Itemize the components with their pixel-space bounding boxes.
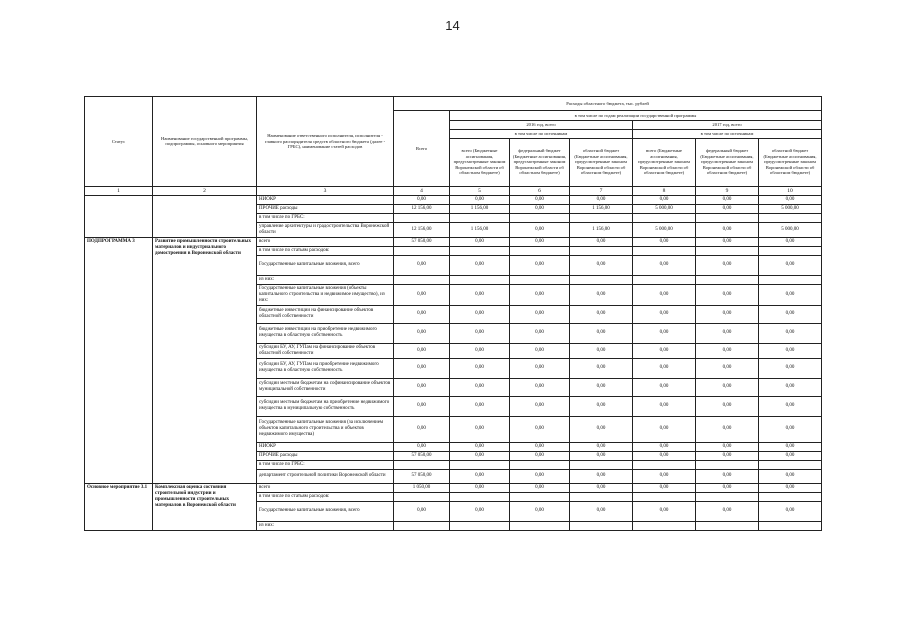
row-value-cell: 0,00 — [450, 323, 510, 343]
row-status-cell — [85, 195, 153, 237]
row-value-cell — [570, 521, 633, 530]
row-expense-label: бюджетные инвестиции на финансирование объектов областной собственности — [257, 305, 394, 323]
row-value-cell — [450, 460, 510, 469]
row-value-cell: 0,00 — [633, 237, 696, 246]
row-value-cell: 0,00 — [570, 237, 633, 246]
row-value-cell — [696, 275, 759, 284]
row-value-cell: 0,00 — [633, 378, 696, 396]
row-expense-label: субсидии БУ, АУ, ГУПам на приобретение недвижимого имущества в областную собственность — [257, 358, 394, 378]
row-expense-label: в том числе по статьям расходов: — [257, 492, 394, 501]
row-value-cell: 0,00 — [696, 323, 759, 343]
row-program-name-cell: Комплексная оценка состояния строительной индустрии и промышленности строительных материалов в Воронежской области — [153, 483, 257, 530]
row-value-cell: 0,00 — [696, 237, 759, 246]
row-value-cell — [633, 521, 696, 530]
row-value-cell: 0,00 — [510, 204, 570, 213]
row-expense-label: ПРОЧИЕ расходы — [257, 451, 394, 460]
row-value-cell: 1 050,00 — [394, 483, 450, 492]
header-program-name: Наименование государственной программы, подпрограммы, основного мероприятия — [153, 97, 257, 187]
row-value-cell: 0,00 — [696, 284, 759, 305]
row-value-cell: 0,00 — [510, 222, 570, 237]
row-value-cell: 0,00 — [570, 416, 633, 442]
row-value-cell: 0,00 — [450, 358, 510, 378]
row-value-cell: 0,00 — [570, 501, 633, 521]
row-value-cell: 0,00 — [570, 255, 633, 275]
row-value-cell: 57 050,00 — [394, 451, 450, 460]
row-value-cell — [510, 275, 570, 284]
row-value-cell: 0,00 — [450, 396, 510, 416]
row-value-cell: 0,00 — [570, 358, 633, 378]
row-expense-label: в том числе по статьям расходов: — [257, 246, 394, 255]
header-responsible: Наименование ответственного исполнителя, исполнителя - главного распорядителя средств областного бюджета (далее - ГРБС), наименование статей расходов — [257, 97, 394, 187]
row-value-cell: 0,00 — [759, 501, 822, 521]
row-value-cell: 0,00 — [570, 195, 633, 204]
row-expense-label: в том числе по ГРБС: — [257, 213, 394, 222]
row-value-cell: 0,00 — [696, 469, 759, 483]
row-value-cell — [570, 246, 633, 255]
row-value-cell: 57 050,00 — [394, 469, 450, 483]
row-value-cell: 0,00 — [759, 442, 822, 451]
row-value-cell — [696, 213, 759, 222]
row-value-cell: 1 156,00 — [450, 222, 510, 237]
row-expense-label: субсидии местным бюджетам на софинансирование объектов муниципальной собственности — [257, 378, 394, 396]
header-total: Всего — [394, 111, 450, 187]
row-value-cell — [759, 275, 822, 284]
row-value-cell: 0,00 — [570, 323, 633, 343]
row-value-cell: 0,00 — [759, 305, 822, 323]
row-value-cell: 0,00 — [633, 255, 696, 275]
row-value-cell: 0,00 — [450, 195, 510, 204]
row-expense-label: департамент строительной политики Воронежской области — [257, 469, 394, 483]
row-value-cell: 0,00 — [394, 305, 450, 323]
row-value-cell: 0,00 — [570, 396, 633, 416]
row-expense-label: всего — [257, 483, 394, 492]
row-value-cell — [450, 213, 510, 222]
row-value-cell: 0,00 — [759, 237, 822, 246]
row-value-cell: 0,00 — [570, 305, 633, 323]
row-value-cell: 0,00 — [570, 284, 633, 305]
row-expense-label: из них: — [257, 275, 394, 284]
row-value-cell: 0,00 — [450, 237, 510, 246]
row-expense-label: НИОКР — [257, 195, 394, 204]
row-value-cell: 0,00 — [696, 483, 759, 492]
row-value-cell: 0,00 — [510, 442, 570, 451]
header-by-years: в том числе по годам реализации государственной программы — [450, 111, 822, 121]
row-value-cell — [633, 460, 696, 469]
row-expense-label: Государственные капитальные вложения, всего — [257, 501, 394, 521]
row-value-cell: 0,00 — [450, 378, 510, 396]
row-value-cell — [394, 246, 450, 255]
row-value-cell: 0,00 — [696, 305, 759, 323]
row-value-cell: 0,00 — [696, 378, 759, 396]
row-value-cell: 0,00 — [696, 501, 759, 521]
row-value-cell — [696, 246, 759, 255]
row-value-cell: 0,00 — [696, 222, 759, 237]
row-value-cell: 0,00 — [696, 255, 759, 275]
budget-table-sheet — [84, 96, 821, 531]
row-value-cell: 0,00 — [394, 343, 450, 358]
row-value-cell: 1 156,00 — [570, 204, 633, 213]
header-source-2016-regional: областной бюджет (Бюджетные ассигнования, предусмотренные законом Воронежской области об областном бюджете) — [570, 138, 633, 186]
header-source-2017-federal: федеральный бюджет (Бюджетные ассигнования, предусмотренные законом Воронежской области об областном бюджете) — [696, 138, 759, 186]
row-value-cell — [759, 521, 822, 530]
column-number: 5 — [450, 186, 510, 195]
row-value-cell — [450, 275, 510, 284]
header-status: Статус — [85, 97, 153, 187]
row-expense-label: субсидии местным бюджетам на приобретение недвижимого имущества в муниципальную собственность — [257, 396, 394, 416]
row-expense-label: НИОКР — [257, 442, 394, 451]
row-value-cell: 0,00 — [696, 204, 759, 213]
row-value-cell: 0,00 — [510, 323, 570, 343]
row-value-cell — [450, 492, 510, 501]
row-value-cell: 0,00 — [394, 323, 450, 343]
row-status-cell: ПОДПРОГРАММА 3 — [85, 237, 153, 483]
row-value-cell — [696, 521, 759, 530]
table-row — [85, 483, 822, 492]
header-year-2017: 2017 год, всего — [633, 121, 822, 130]
row-value-cell — [394, 275, 450, 284]
header-source-2017-total: всего (Бюджетные ассигнования, предусмотренные законом Воронежской области об областном бюджете) — [633, 138, 696, 186]
row-value-cell — [696, 492, 759, 501]
row-program-name-cell — [153, 195, 257, 237]
row-value-cell: 0,00 — [394, 416, 450, 442]
row-value-cell: 0,00 — [450, 343, 510, 358]
row-expense-label: Государственные капитальные вложения (за исключением объектов капитального строительства и объектов недвижимого имущества) — [257, 416, 394, 442]
row-value-cell: 0,00 — [510, 255, 570, 275]
row-value-cell: 5 000,00 — [759, 204, 822, 213]
row-expense-label: ПРОЧИЕ расходы — [257, 204, 394, 213]
row-value-cell: 0,00 — [570, 378, 633, 396]
budget-table — [84, 96, 822, 531]
row-value-cell: 1 156,00 — [450, 204, 510, 213]
row-value-cell: 0,00 — [510, 501, 570, 521]
row-value-cell: 0,00 — [510, 469, 570, 483]
row-expense-label: субсидии БУ, АУ, ГУПам на финансирование объектов областной собственности — [257, 343, 394, 358]
row-value-cell: 0,00 — [759, 358, 822, 378]
row-value-cell — [510, 492, 570, 501]
row-expense-label: из них: — [257, 521, 394, 530]
row-value-cell — [633, 213, 696, 222]
row-value-cell: 12 156,00 — [394, 222, 450, 237]
row-value-cell — [510, 460, 570, 469]
row-value-cell: 0,00 — [570, 451, 633, 460]
column-number: 8 — [633, 186, 696, 195]
row-value-cell: 0,00 — [633, 323, 696, 343]
page-number: 14 — [445, 18, 460, 33]
row-expense-label: бюджетные инвестиции на приобретение недвижимого имущества в областную собственность — [257, 323, 394, 343]
row-value-cell: 1 156,00 — [570, 222, 633, 237]
row-value-cell: 57 050,00 — [394, 237, 450, 246]
row-value-cell: 0,00 — [759, 255, 822, 275]
row-value-cell: 5 000,00 — [759, 222, 822, 237]
row-value-cell: 0,00 — [696, 442, 759, 451]
row-expense-label: Государственные капитальные вложения (объекты капитального строительства и недвижимое имущество), из них: — [257, 284, 394, 305]
row-status-cell: Основное мероприятие 3.1 — [85, 483, 153, 530]
row-value-cell: 0,00 — [394, 501, 450, 521]
row-value-cell — [696, 460, 759, 469]
row-value-cell: 0,00 — [633, 343, 696, 358]
row-value-cell: 0,00 — [633, 469, 696, 483]
row-value-cell: 0,00 — [570, 343, 633, 358]
row-value-cell — [759, 492, 822, 501]
row-value-cell: 0,00 — [510, 396, 570, 416]
row-value-cell: 0,00 — [450, 442, 510, 451]
row-value-cell — [450, 246, 510, 255]
row-value-cell: 0,00 — [633, 416, 696, 442]
header-source-2017-regional: областной бюджет (Бюджетные ассигнования, предусмотренные законом Воронежской области об областном бюджете) — [759, 138, 822, 186]
row-value-cell: 0,00 — [633, 483, 696, 492]
row-value-cell — [633, 492, 696, 501]
row-value-cell — [633, 275, 696, 284]
row-value-cell — [633, 246, 696, 255]
row-value-cell: 0,00 — [759, 343, 822, 358]
row-value-cell: 0,00 — [394, 442, 450, 451]
row-value-cell: 0,00 — [570, 483, 633, 492]
row-value-cell: 0,00 — [696, 195, 759, 204]
row-value-cell: 0,00 — [510, 378, 570, 396]
row-value-cell — [510, 521, 570, 530]
row-value-cell: 0,00 — [759, 469, 822, 483]
row-value-cell: 0,00 — [696, 358, 759, 378]
row-value-cell — [570, 275, 633, 284]
column-number: 6 — [510, 186, 570, 195]
column-number: 1 — [85, 186, 153, 195]
row-value-cell — [394, 460, 450, 469]
row-value-cell: 0,00 — [450, 416, 510, 442]
row-value-cell: 0,00 — [450, 483, 510, 492]
row-value-cell: 0,00 — [510, 451, 570, 460]
row-value-cell: 0,00 — [759, 483, 822, 492]
row-value-cell: 0,00 — [633, 442, 696, 451]
column-number: 4 — [394, 186, 450, 195]
row-value-cell: 0,00 — [570, 442, 633, 451]
row-value-cell: 0,00 — [510, 284, 570, 305]
row-expense-label: в том числе по ГРБС: — [257, 460, 394, 469]
row-value-cell — [394, 521, 450, 530]
row-value-cell: 12 156,00 — [394, 204, 450, 213]
row-expense-label: управление архитектуры и градостроительства Воронежской области — [257, 222, 394, 237]
row-value-cell: 5 000,00 — [633, 222, 696, 237]
row-value-cell: 0,00 — [759, 416, 822, 442]
row-value-cell: 0,00 — [394, 378, 450, 396]
row-value-cell: 0,00 — [510, 305, 570, 323]
header-source-2016-total: всего (Бюджетные ассигнования, предусмотренные законом Воронежской области об областном бюджете) — [450, 138, 510, 186]
header-expenses: Расходы областного бюджета, тыс. рублей — [394, 97, 822, 111]
row-value-cell: 0,00 — [394, 396, 450, 416]
row-value-cell: 0,00 — [759, 284, 822, 305]
header-by-sources-2017: в том числе по источникам — [633, 130, 822, 139]
row-value-cell: 0,00 — [759, 195, 822, 204]
row-value-cell: 0,00 — [696, 343, 759, 358]
row-value-cell: 5 000,00 — [633, 204, 696, 213]
row-value-cell: 0,00 — [394, 284, 450, 305]
row-value-cell — [510, 213, 570, 222]
row-value-cell: 0,00 — [633, 284, 696, 305]
row-value-cell: 0,00 — [633, 501, 696, 521]
header-by-sources-2016: в том числе по источникам — [450, 130, 633, 139]
row-program-name-cell: Развитие промышленности строительных материалов и индустриального домостроения в Воронежской области — [153, 237, 257, 483]
row-value-cell — [394, 213, 450, 222]
row-value-cell: 0,00 — [696, 416, 759, 442]
row-value-cell: 0,00 — [450, 284, 510, 305]
column-number: 2 — [153, 186, 257, 195]
row-value-cell: 0,00 — [510, 358, 570, 378]
row-value-cell: 0,00 — [633, 451, 696, 460]
row-value-cell: 0,00 — [510, 237, 570, 246]
row-value-cell — [759, 213, 822, 222]
header-year-2016: 2016 год, всего — [450, 121, 633, 130]
row-value-cell — [759, 246, 822, 255]
row-value-cell: 0,00 — [450, 469, 510, 483]
row-value-cell: 0,00 — [759, 378, 822, 396]
column-number: 7 — [570, 186, 633, 195]
header-source-2016-federal: федеральный бюджет (Бюджетные ассигнования, предусмотренные законом Воронежской области об областном бюджете) — [510, 138, 570, 186]
row-value-cell — [570, 460, 633, 469]
row-value-cell: 0,00 — [633, 396, 696, 416]
row-value-cell: 0,00 — [450, 451, 510, 460]
table-row — [85, 237, 822, 246]
row-value-cell: 0,00 — [510, 195, 570, 204]
row-value-cell: 0,00 — [450, 305, 510, 323]
row-expense-label: Государственные капитальные вложения, всего — [257, 255, 394, 275]
row-value-cell: 0,00 — [570, 469, 633, 483]
row-value-cell — [759, 460, 822, 469]
row-value-cell: 0,00 — [633, 305, 696, 323]
row-value-cell: 0,00 — [450, 501, 510, 521]
row-value-cell: 0,00 — [633, 358, 696, 378]
row-value-cell: 0,00 — [759, 451, 822, 460]
column-number: 9 — [696, 186, 759, 195]
row-value-cell: 0,00 — [394, 255, 450, 275]
column-number: 3 — [257, 186, 394, 195]
row-value-cell: 0,00 — [759, 396, 822, 416]
column-number-row — [85, 186, 822, 195]
row-value-cell — [450, 521, 510, 530]
row-value-cell — [570, 492, 633, 501]
row-value-cell: 0,00 — [696, 451, 759, 460]
row-value-cell — [510, 246, 570, 255]
row-value-cell: 0,00 — [394, 195, 450, 204]
row-value-cell: 0,00 — [633, 195, 696, 204]
column-number: 10 — [759, 186, 822, 195]
row-value-cell: 0,00 — [450, 255, 510, 275]
row-value-cell: 0,00 — [759, 323, 822, 343]
row-value-cell: 0,00 — [510, 483, 570, 492]
row-value-cell: 0,00 — [696, 396, 759, 416]
row-value-cell — [570, 213, 633, 222]
row-value-cell — [394, 492, 450, 501]
row-value-cell: 0,00 — [510, 343, 570, 358]
table-row — [85, 195, 822, 204]
row-value-cell: 0,00 — [394, 358, 450, 378]
row-value-cell: 0,00 — [510, 416, 570, 442]
row-expense-label: всего — [257, 237, 394, 246]
